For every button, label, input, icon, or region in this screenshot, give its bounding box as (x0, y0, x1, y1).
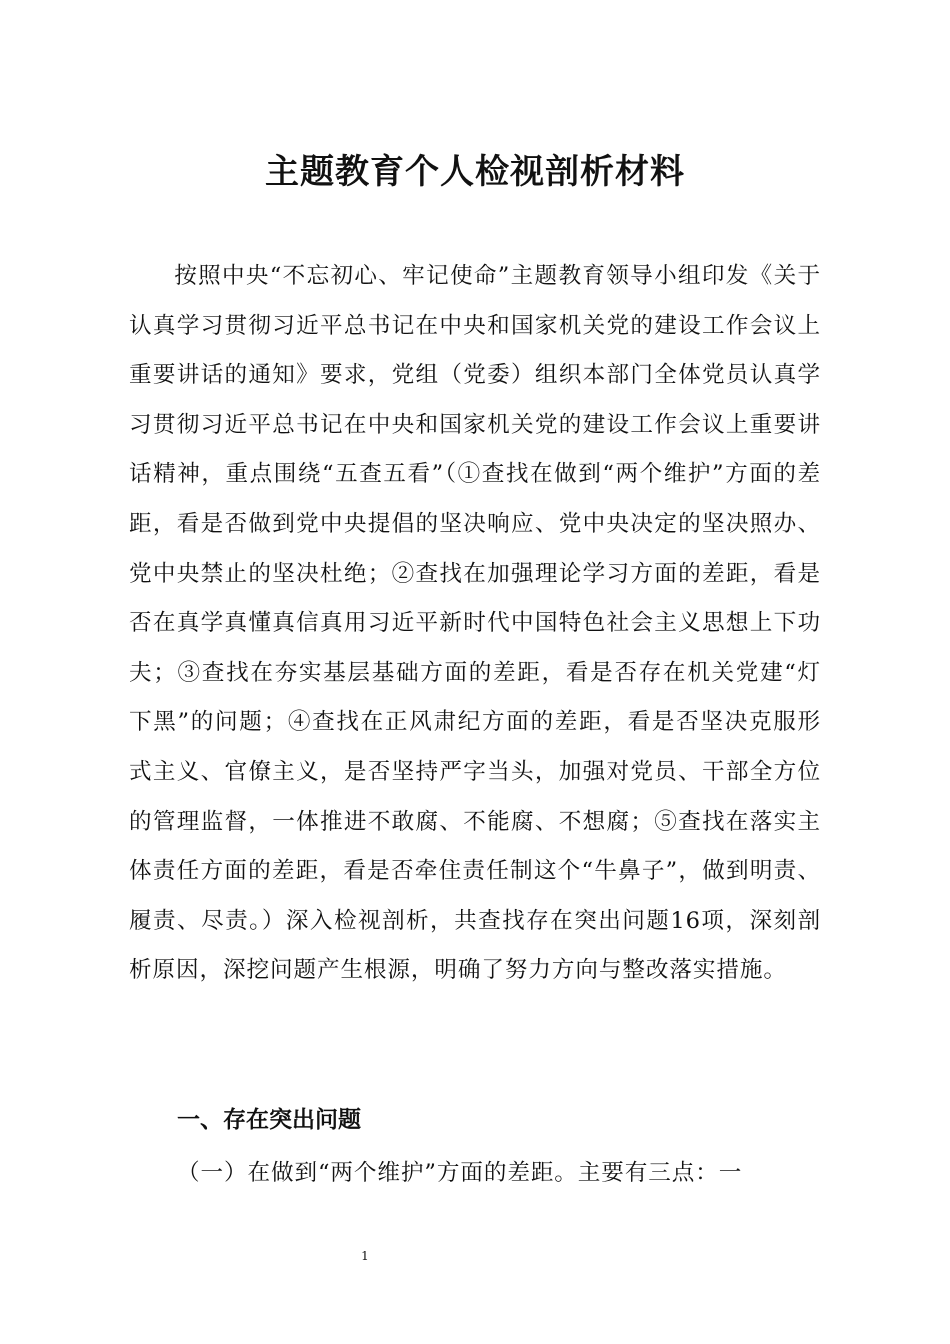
page-number: 1 (361, 1249, 369, 1263)
intro-paragraph: 按照中央“不忘初心、牢记使命”主题教育领导小组印发《关于认真学习贯彻习近平总书记在中央和国家机关党的建设工作会议上重要讲话的通知》要求，党组（党委）组织本部门全体党员认真学习贯彻习近平总书记在中央和国家机关党的建设工作会议上重要讲话精神，重点围绕“五查五看”（①查找在做到“两个维护”方面的差距，看是否做到党中央提倡的坚决响应、党中央决定的坚决照办、党中央禁止的坚决杜绝；②查找在加强理论学习方面的差距，看是否在真学真懂真信真用习近平新时代中国特色社会主义思想上下功夫；③查找在夯实基层基础方面的差距，看是否存在机关党建“灯下黑”的问题；④查找在正风肃纪方面的差距，看是否坚决克服形式主义、官僚主义，是否坚持严字当头，加强对党员、干部全方位的管理监督，一体推进不敢腐、不能腐、不想腐；⑤查找在落实主体责任方面的差距，看是否牵住责任制这个“牛鼻子”，做到明责、履责、尽责。）深入检视剖析，共查找存在突出问题16项，深刻剖析原因，深挖问题产生根源，明确了努力方向与整改落实措施。 (129, 263, 821, 984)
section-heading: 一、存在突出问题 (177, 1107, 361, 1133)
subsection-text: （一）在做到“两个维护”方面的差距。主要有三点：一 (177, 1160, 743, 1186)
document-title: 主题教育个人检视剖析材料 (265, 152, 685, 192)
